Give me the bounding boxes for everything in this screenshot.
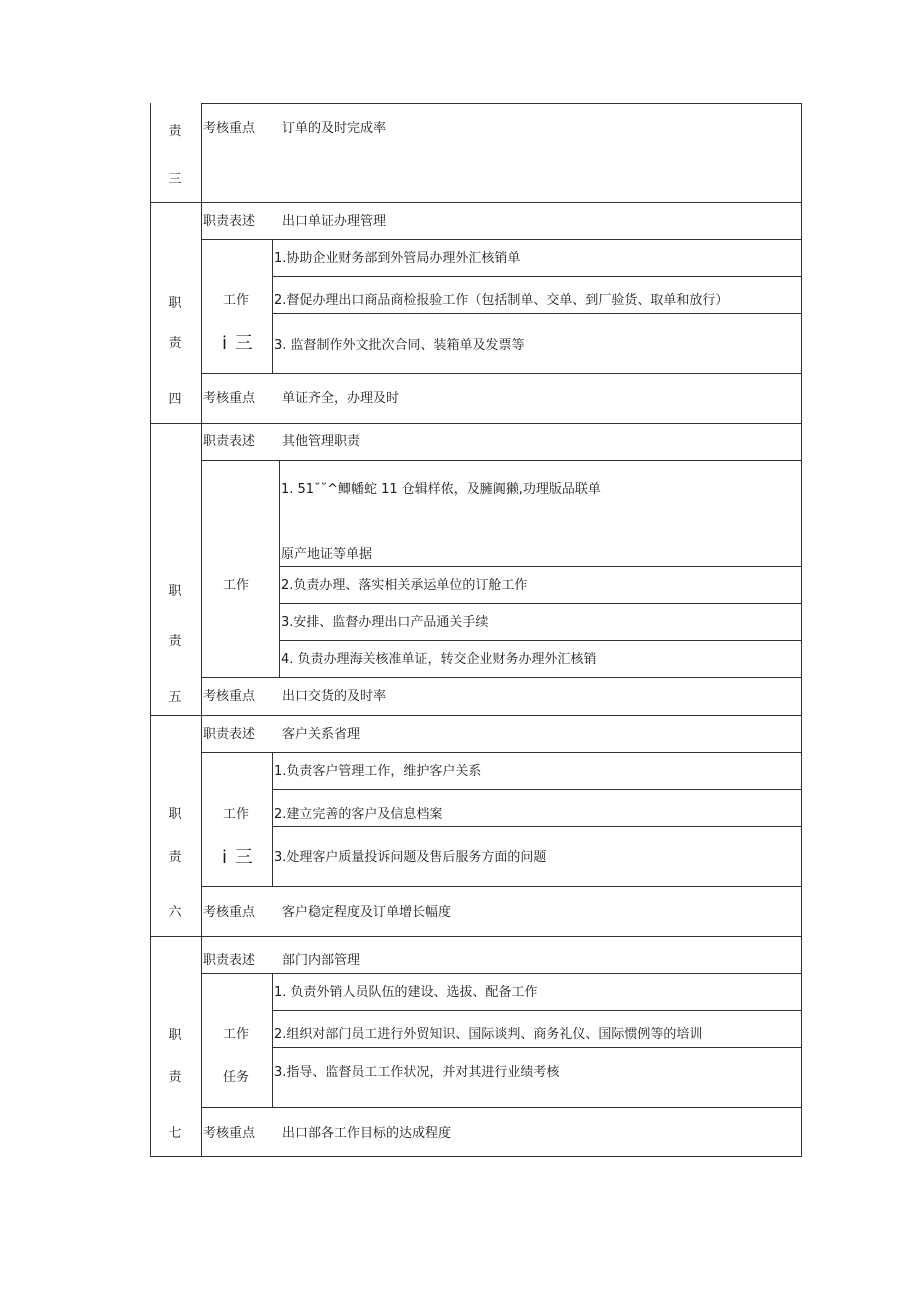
duty6-desc-label: 职责表述 (203, 727, 256, 742)
row-divider (201, 1107, 802, 1108)
duty6-kpi-label: 考核重点 (203, 905, 256, 920)
section-divider (150, 423, 802, 424)
duty5-desc-label: 职责表述 (203, 434, 256, 449)
work-column-divider (279, 460, 280, 678)
duty5-kpi-label: 考核重点 (203, 689, 256, 704)
duty7-work-label: 工作 (223, 1027, 250, 1042)
duty3-label-resp: 责 (168, 124, 182, 139)
duty4-work-mark: i 三 (222, 333, 254, 354)
table-right-border (801, 103, 802, 1157)
row-divider (279, 640, 802, 641)
label-column-divider (201, 103, 202, 1157)
duty5-item-3: 3.安排、监督办理出口产品通关手续 (281, 615, 489, 630)
row-divider (201, 752, 802, 753)
table-left-border (150, 103, 151, 1157)
row-divider (201, 373, 802, 374)
duty7-label-duty: 职 (168, 1028, 182, 1043)
duty4-label-num: 四 (168, 392, 182, 407)
duty6-desc-value: 客户关系省理 (282, 727, 361, 742)
row-divider (201, 677, 802, 678)
row-divider (272, 789, 802, 790)
duty7-label-resp: 责 (168, 1070, 182, 1085)
row-divider (272, 1047, 802, 1048)
row-divider (201, 973, 802, 974)
duty6-item-3: 3.处理客户质量投诉问题及售后服务方面的问题 (274, 850, 547, 865)
duty5-kpi-value: 出口交货的及时率 (282, 689, 387, 704)
duty6-work-mark: i 三 (222, 847, 254, 868)
duty6-label-duty: 职 (168, 807, 182, 822)
work-column-divider (272, 239, 273, 374)
section-divider (150, 202, 802, 203)
duty4-item-2: 2.督促办理出口商品商检报验工作（包括制单、交单、到厂验货、取单和放行） (274, 293, 729, 308)
duty7-item-1: 1. 负责外销人员队伍的建设、选拔、配备工作 (274, 985, 538, 1000)
table-top-border (201, 103, 802, 104)
duty7-kpi-value: 出口部各工作目标的达成程度 (282, 1126, 452, 1141)
row-divider (272, 313, 802, 314)
duty6-item-1: 1.负责客户管理工作，维护客户关系 (274, 764, 482, 779)
duty3-kpi-value: 订单的及时完成率 (282, 121, 387, 136)
duty6-label-resp: 责 (168, 850, 182, 865)
duty4-work-label: 工作 (223, 293, 250, 308)
row-divider (201, 239, 802, 240)
duty6-work-label: 工作 (223, 807, 250, 822)
duty4-item-1: 1.协助企业财务部到外管局办理外汇核销单 (274, 251, 521, 266)
duty7-kpi-label: 考核重点 (203, 1126, 256, 1141)
duty5-desc-value: 其他管理职责 (282, 434, 361, 449)
row-divider (201, 886, 802, 887)
duty4-label-duty: 职 (168, 296, 182, 311)
duty4-desc-value: 出口单证办理管理 (282, 214, 387, 229)
row-divider (272, 276, 802, 277)
work-column-divider (272, 973, 273, 1108)
duty5-label-duty: 职 (168, 584, 182, 599)
duty3-label-num: 三 (168, 172, 182, 187)
duty5-label-resp: 责 (168, 634, 182, 649)
duty3-kpi-label: 考核重点 (203, 121, 256, 136)
duty7-item-3: 3.指导、监督员工工作状况，并对其进行业绩考核 (274, 1065, 560, 1080)
section-divider (150, 715, 802, 716)
duty5-item-1: 1. 51˘˘^鲫幡蛇 11 仓辑样侬，及臃阗獭,功理版品联单 (281, 482, 601, 497)
duty4-label-resp: 责 (168, 336, 182, 351)
duty7-task-label: 任务 (223, 1070, 250, 1085)
duty4-item-3: 3. 监督制作外文批次合同、装箱单及发票等 (274, 338, 525, 353)
duty6-item-2: 2.建立完善的客户及信息档案 (274, 807, 443, 822)
row-divider (272, 1010, 802, 1011)
duty7-item-2: 2.组织对部门员工进行外贸知识、国际谈判、商务礼仪、国际惯例等的培训 (274, 1027, 703, 1042)
table-bottom-border (150, 1156, 802, 1157)
duty5-item-4: 4. 负责办理海关核准单证，转交企业财务办理外汇核销 (281, 652, 597, 667)
duty4-kpi-value: 单证齐全，办理及时 (282, 391, 400, 406)
duty5-work-label: 工作 (223, 578, 250, 593)
duty4-kpi-label: 考核重点 (203, 391, 256, 406)
duty6-label-num: 六 (168, 905, 182, 920)
row-divider (279, 566, 802, 567)
duty7-desc-value: 部门内部管理 (282, 953, 361, 968)
row-divider (272, 826, 802, 827)
row-divider (201, 460, 802, 461)
duty6-kpi-value: 客户稳定程度及订单增长幅度 (282, 905, 452, 920)
duty7-desc-label: 职责表述 (203, 953, 256, 968)
section-divider (150, 936, 802, 937)
duty5-item-1-cont: 原产地证等单据 (281, 547, 373, 562)
duty7-label-num: 七 (168, 1126, 182, 1141)
duty5-label-num: 五 (168, 690, 182, 705)
work-column-divider (272, 752, 273, 887)
duty4-desc-label: 职责表述 (203, 214, 256, 229)
row-divider (279, 603, 802, 604)
duty5-item-2: 2.负责办理、落实相关承运单位的订舱工作 (281, 578, 528, 593)
